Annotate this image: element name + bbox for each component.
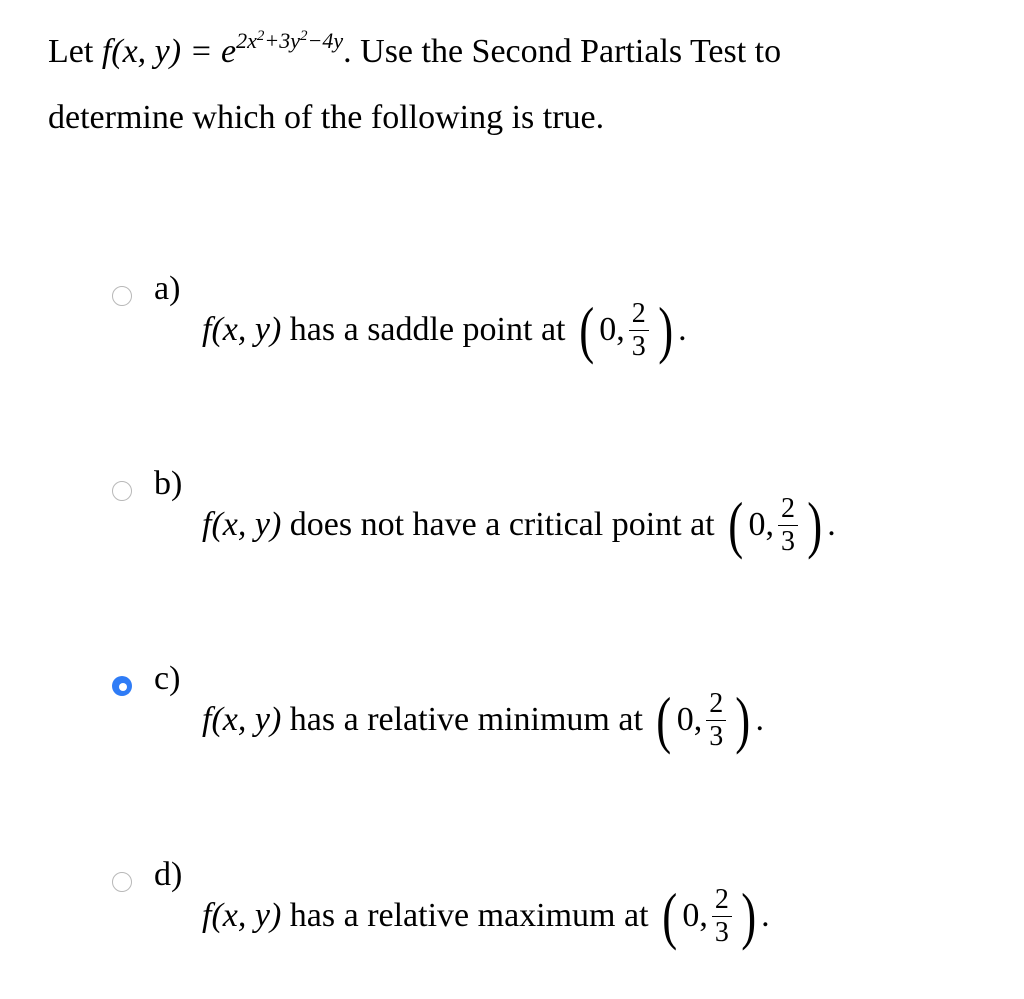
option-statement [202,684,765,755]
radio-button-b[interactable] [112,481,132,501]
period: . [678,311,687,348]
fraction-numerator: 2 [780,492,795,524]
option-function: f(x, y) [202,701,282,738]
option-text: has a relative maximum at [281,897,658,934]
option-statement [202,880,770,951]
left-paren-icon: ( [579,294,595,365]
fraction-numerator: 2 [631,297,646,329]
option-c[interactable] [112,660,992,796]
option-statement [202,294,687,365]
question-line-1 [48,22,988,88]
question-line-2: determine which of the following is true. [48,99,605,136]
fraction [778,492,798,557]
fraction [712,883,732,948]
question-instruction: . Use the Second Partials Test to [343,33,782,70]
option-a[interactable] [112,270,992,406]
period: . [761,897,770,934]
point-coordinates [574,294,687,365]
option-letter: b) [154,465,183,502]
option-function: f(x, y) [202,311,282,348]
radio-button-d[interactable] [112,872,132,892]
point-coordinates [651,684,765,755]
option-statement [202,489,836,560]
left-paren-icon: ( [662,880,678,951]
fraction-denominator: 3 [709,720,724,752]
fraction-numerator: 2 [709,687,724,719]
option-text: has a saddle point at [281,311,574,348]
option-function: f(x, y) [202,897,282,934]
option-d[interactable] [112,856,992,992]
right-paren-icon: ) [657,294,673,365]
exponent-part-c: +3y [264,28,301,53]
period: . [827,506,836,543]
fraction-denominator: 3 [780,525,795,557]
option-letter: c) [154,660,181,697]
exponent-power-1: 2 [256,28,265,44]
fraction-denominator: 3 [631,330,646,362]
fraction-denominator: 3 [714,916,729,948]
exponent-part-e: −4y [307,28,344,53]
point-x: 0, [748,506,774,543]
option-text: has a relative minimum at [281,701,652,738]
right-paren-icon: ) [735,684,751,755]
fraction [706,687,726,752]
exponent [236,28,343,53]
radio-button-a[interactable] [112,286,132,306]
point-coordinates [657,880,770,951]
option-text: does not have a critical point at [281,506,724,543]
left-paren-icon: ( [656,684,672,755]
exponent-part-a: 2x [236,28,257,53]
right-paren-icon: ) [741,880,756,951]
fraction-numerator: 2 [714,883,729,915]
question-prefix: Let [48,33,102,70]
point-x: 0, [682,897,708,934]
exponent-power-2: 2 [300,28,308,44]
option-function: f(x, y) [202,506,282,543]
point-x: 0, [599,311,625,348]
point-x: 0, [676,701,703,738]
point-coordinates [723,489,836,560]
left-paren-icon: ( [728,489,744,560]
question-text [48,22,988,148]
period: . [755,701,765,738]
option-letter: a) [154,270,181,307]
right-paren-icon: ) [807,489,823,560]
fraction [629,297,649,362]
option-b[interactable] [112,465,992,601]
function-definition: f(x, y) = e [101,33,237,70]
option-letter: d) [154,856,183,893]
radio-button-c-selected[interactable] [112,676,132,696]
